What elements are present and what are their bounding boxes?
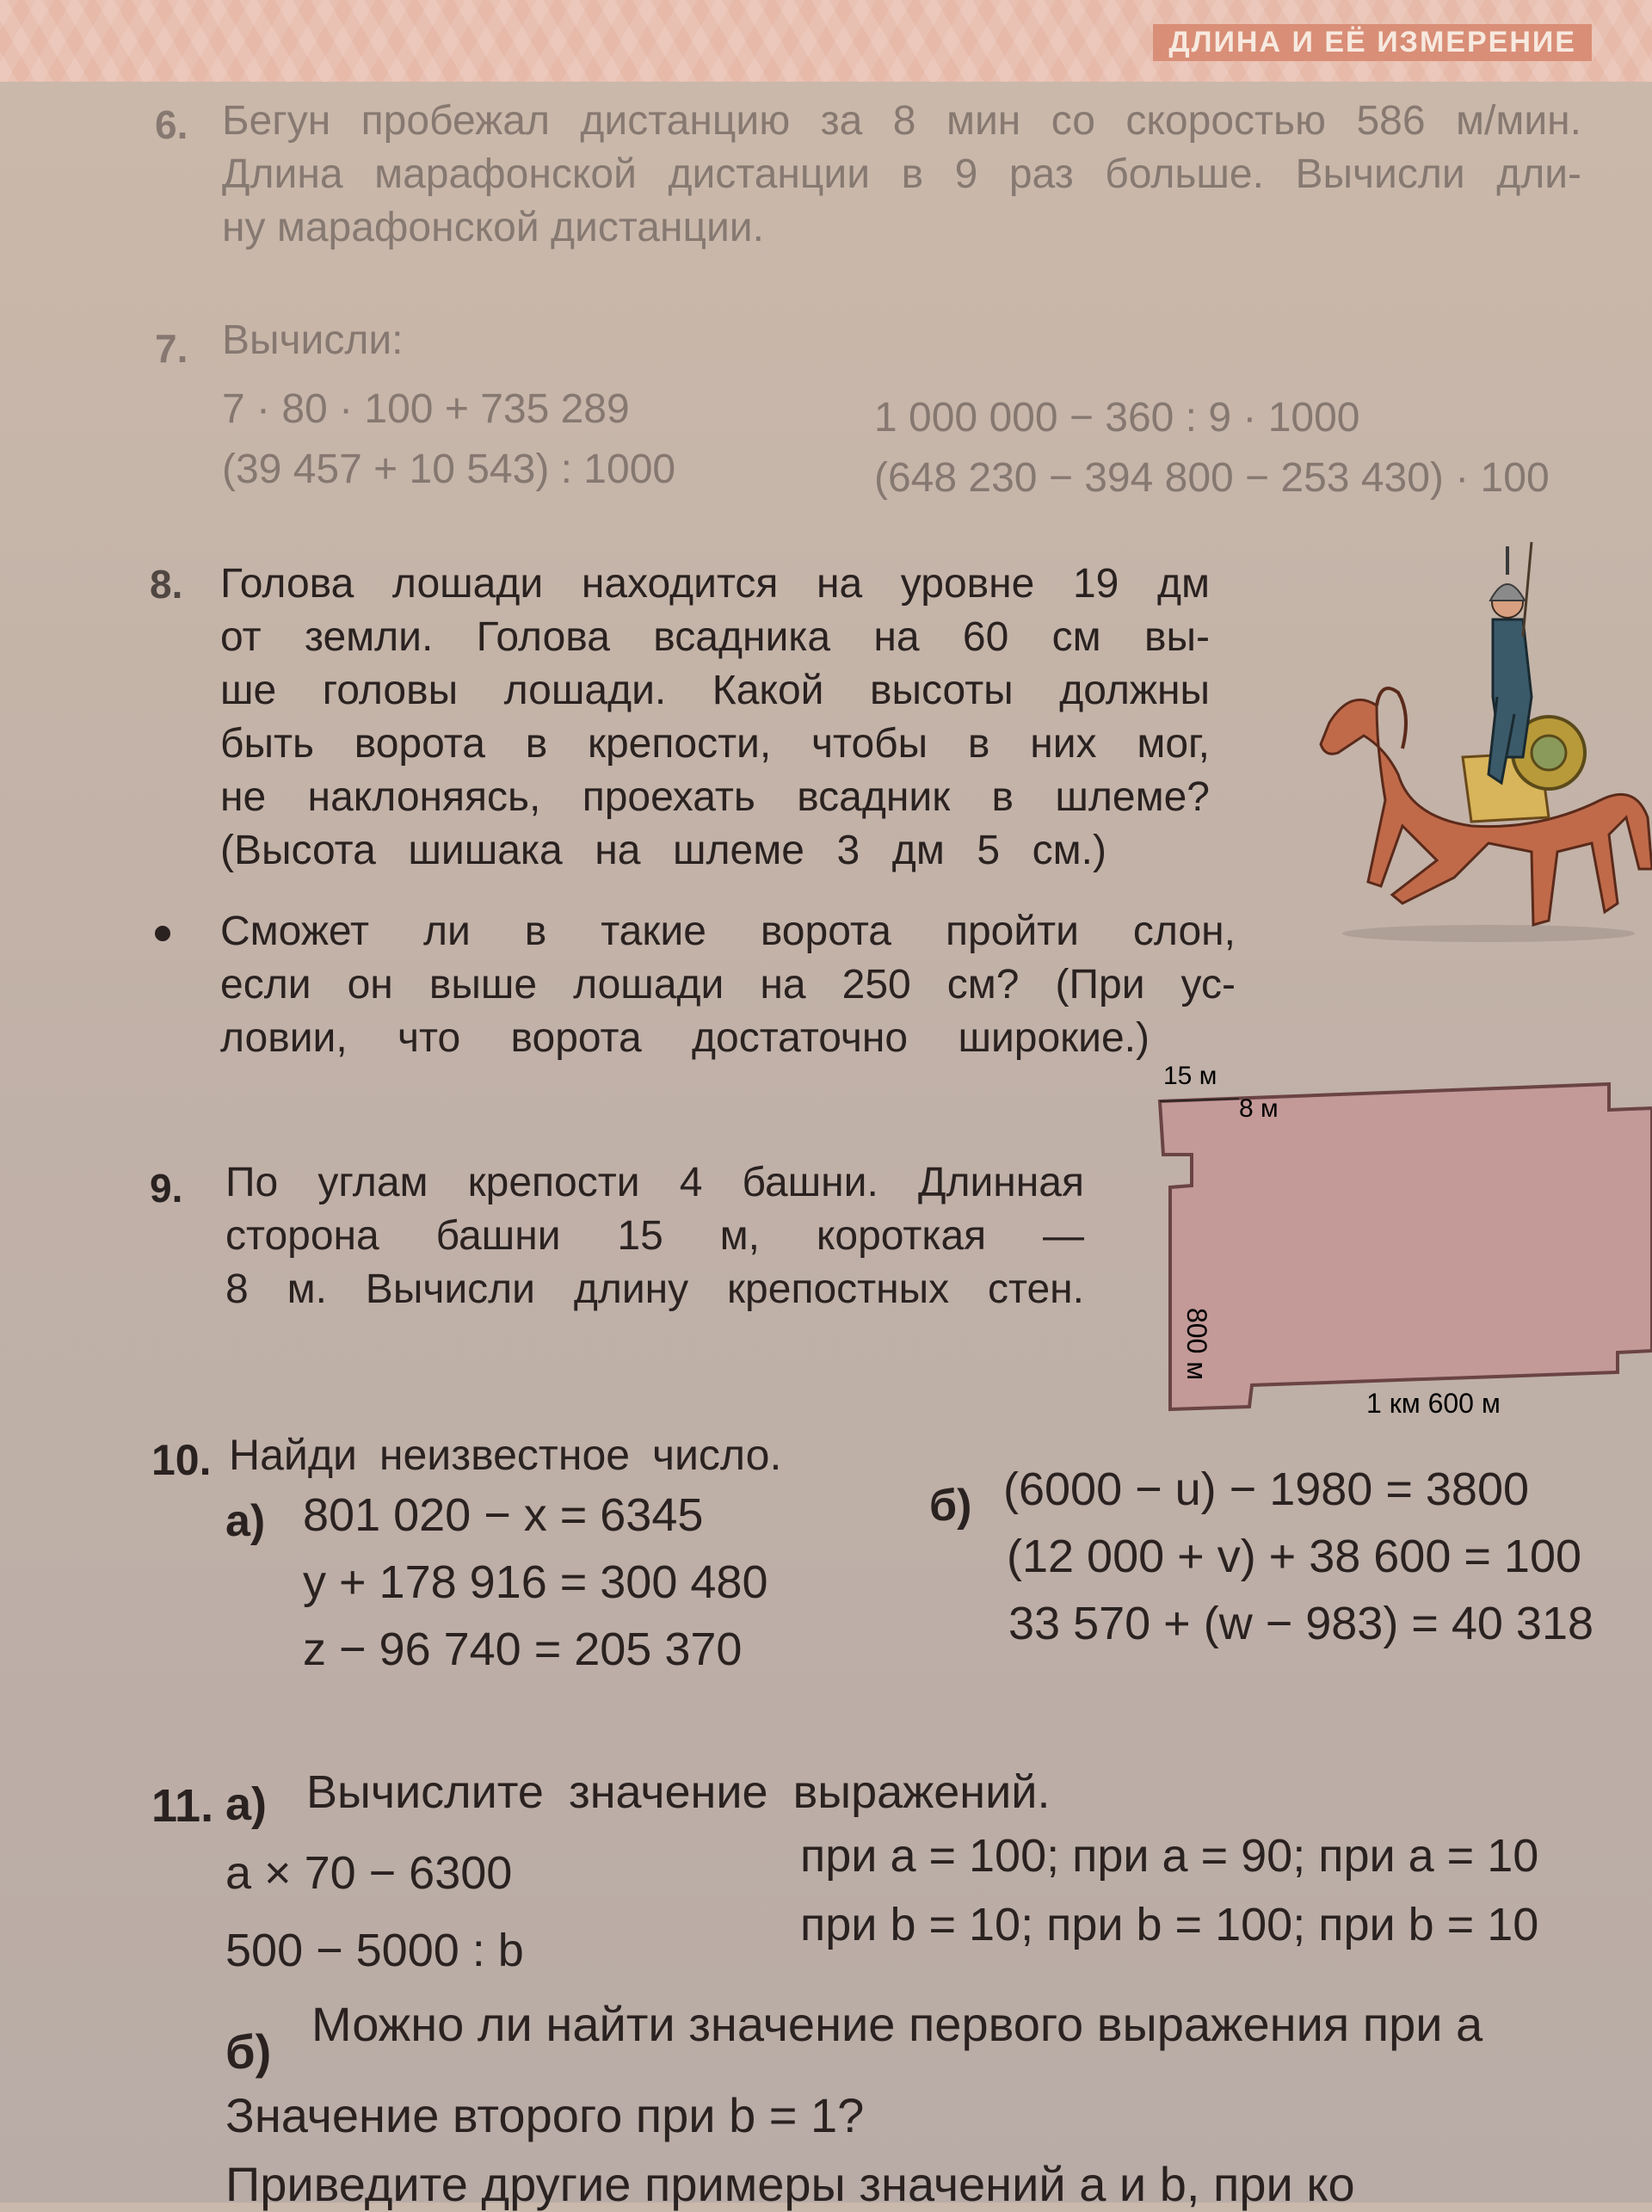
task11-expr-1: a × 70 − 6300 bbox=[225, 1847, 513, 1899]
task10-b-eq-1: (6000 − u) − 1980 = 3800 bbox=[1003, 1463, 1530, 1515]
task8-bullet-line-3: ловии, что ворота достаточно широкие.) bbox=[220, 1015, 1150, 1061]
task11-cond-2: при b = 10; при b = 100; при b = 10 bbox=[800, 1899, 1539, 1950]
task8-line-6: (Высота шишака на шлеме 3 дм 5 см.) bbox=[220, 828, 1106, 873]
horse-rider-illustration bbox=[1316, 542, 1652, 946]
label-15m: 15 м bbox=[1163, 1062, 1217, 1090]
label-8m: 8 м bbox=[1239, 1094, 1279, 1123]
task10-b-eq-2: (12 000 + v) + 38 600 = 100 bbox=[1007, 1531, 1582, 1582]
bullet-marker bbox=[155, 926, 170, 941]
task10-a-eq-3: z − 96 740 = 205 370 bbox=[303, 1624, 743, 1675]
task11-number: 11. bbox=[151, 1780, 214, 1832]
label-800m: 800 м bbox=[1181, 1308, 1212, 1381]
label-1km600m: 1 км 600 м bbox=[1366, 1388, 1501, 1419]
task7-right-2: (648 230 − 394 800 − 253 430) · 100 bbox=[874, 455, 1550, 501]
task8-bullet-line-2: если он выше лошади на 250 см? (При ус- bbox=[220, 962, 1236, 1007]
task11-b-line-1: Можно ли найти значение первого выражения при a bbox=[311, 1997, 1483, 2051]
task11-b-line-2: Значение второго при b = 1? bbox=[225, 2088, 865, 2142]
task8-number: 8. bbox=[150, 562, 183, 607]
task11-cond-1: при a = 100; при a = 90; при a = 10 bbox=[800, 1830, 1539, 1882]
task7-title: Вычисли: bbox=[222, 317, 404, 363]
fortress-outline bbox=[1160, 1084, 1652, 1409]
task11-expr-2: 500 − 5000 : b bbox=[225, 1925, 524, 1976]
task10-part-a-label: а) bbox=[225, 1496, 266, 1546]
task7-left-2: (39 457 + 10 543) : 1000 bbox=[222, 447, 676, 492]
task6-line-1: Бегун пробежал дистанцию за 8 мин со скоростью 586 м/мин. bbox=[222, 98, 1581, 144]
task8-line-1: Голова лошади находится на уровне 19 дм bbox=[220, 561, 1210, 607]
task10-title: Найди неизвестное число. bbox=[229, 1431, 782, 1479]
task7-right-1: 1 000 000 − 360 : 9 · 1000 bbox=[874, 395, 1360, 441]
task6-line-2: Длина марафонской дистанции в 9 раз больше. Вычисли дли- bbox=[222, 151, 1581, 197]
task10-number: 10. bbox=[151, 1436, 212, 1484]
task10-a-eq-1: 801 020 − x = 6345 bbox=[303, 1489, 704, 1541]
task9-number: 9. bbox=[150, 1166, 183, 1211]
task8-bullet-line-1: Сможет ли в такие ворота пройти слон, bbox=[220, 909, 1236, 954]
task9-line-3: 8 м. Вычисли длину крепостных стен. bbox=[225, 1266, 1084, 1312]
header-band bbox=[0, 0, 1652, 82]
task11-title: Вычислите значение выражений. bbox=[306, 1766, 1051, 1818]
task10-b-eq-3: 33 570 + (w − 983) = 40 318 bbox=[1008, 1598, 1594, 1649]
task8-line-5: не наклоняясь, проехать всадник в шлеме? bbox=[220, 774, 1210, 820]
task11-part-b-label: б) bbox=[225, 2024, 272, 2079]
task6-line-3: ну марафонской дистанции. bbox=[222, 205, 764, 250]
task9-line-2: сторона башни 15 м, короткая — bbox=[225, 1213, 1084, 1259]
task11-part-a-label: а) bbox=[225, 1778, 268, 1830]
task8-line-2: от земли. Голова всадника на 60 см вы- bbox=[220, 614, 1210, 660]
section-title: ДЛИНА И ЕЁ ИЗМЕРЕНИЕ bbox=[1153, 24, 1592, 61]
task7-number: 7. bbox=[155, 326, 188, 371]
task8-line-3: ше головы лошади. Какой высоты должны bbox=[220, 668, 1210, 713]
task6-number: 6. bbox=[155, 102, 188, 147]
task7-left-1: 7 · 80 · 100 + 735 289 bbox=[222, 386, 630, 432]
fortress-diagram bbox=[1153, 1058, 1652, 1420]
task9-line-1: По углам крепости 4 башни. Длинная bbox=[225, 1160, 1084, 1205]
task10-a-eq-2: y + 178 916 = 300 480 bbox=[303, 1556, 768, 1608]
task8-line-4: быть ворота в крепости, чтобы в них мог, bbox=[220, 721, 1210, 767]
task10-part-b-label: б) bbox=[929, 1481, 972, 1531]
task11-last-line: Приведите другие примеры значений a и b, при ко bbox=[225, 2157, 1355, 2211]
